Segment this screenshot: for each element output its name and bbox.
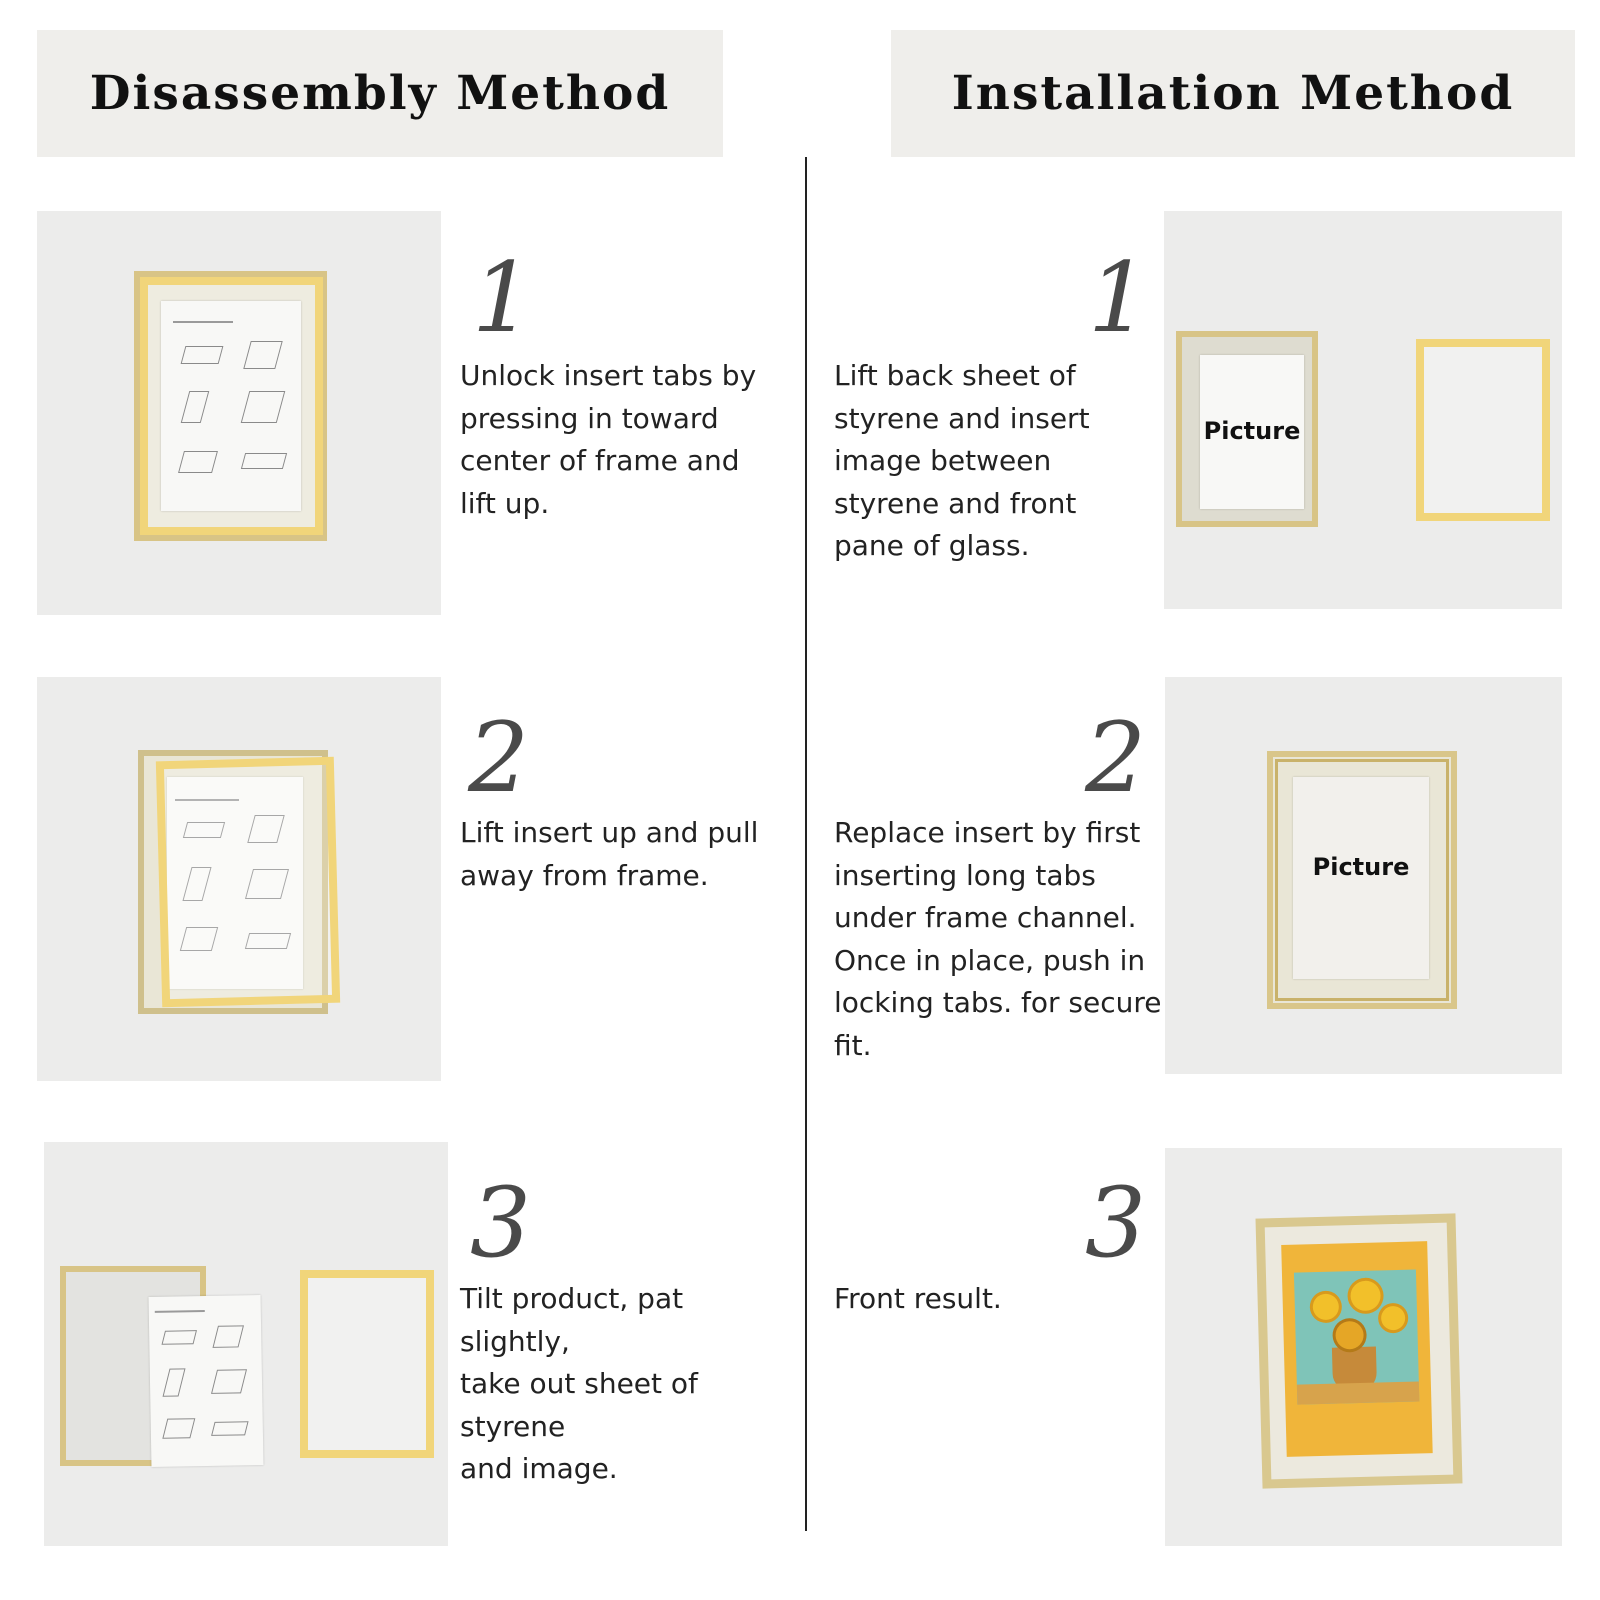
disassembly-step-2-number: 2 [468, 702, 530, 814]
installation-step-1-number: 1 [1088, 242, 1150, 354]
center-divider [805, 157, 807, 1531]
picture-label: Picture [1312, 853, 1410, 881]
disassembly-step-3-number: 3 [470, 1167, 532, 1279]
disassembly-step-3-text: Tilt product, pat slightly, take out sheet of styrene and image. [460, 1282, 698, 1485]
installation-step-1-photo [1164, 211, 1562, 609]
picture-label: Picture [1203, 417, 1301, 445]
installation-step-3-text: Front result. [834, 1282, 1002, 1315]
framed-poster [1256, 1213, 1463, 1488]
installation-step-2-text: Replace insert by first inserting long tabs under frame channel. Once in place, push in locking tabs. for secure fit. [834, 816, 1162, 1062]
instruction-sheet [149, 1295, 264, 1467]
yellow-insert [1416, 339, 1550, 521]
installation-header [891, 30, 1575, 157]
disassembly-step-2-text: Lift insert up and pull away from frame. [460, 816, 759, 892]
disassembly-step-2-photo [37, 677, 441, 1081]
installation-step-1-text: Lift back sheet of styrene and insert image between styrene and front pane of glass. [834, 359, 1090, 562]
yellow-insert [156, 757, 340, 1008]
disassembly-step-1-number: 1 [472, 242, 534, 354]
disassembly-title: Disassembly Method [89, 66, 671, 121]
disassembly-header [37, 30, 723, 157]
installation-step-3-number: 3 [1085, 1167, 1147, 1279]
yellow-insert [300, 1270, 434, 1458]
poster [1281, 1241, 1432, 1457]
installation-step-3-photo [1165, 1148, 1562, 1546]
disassembly-step-3-photo [44, 1142, 448, 1546]
installation-title: Installation Method [951, 66, 1515, 121]
installation-step-2-photo [1165, 677, 1562, 1074]
sunflower-painting [1294, 1269, 1419, 1404]
picture-sheet [1200, 355, 1304, 509]
disassembly-step-1-photo [37, 211, 441, 615]
picture-sheet [1293, 777, 1429, 979]
installation-step-2-number: 2 [1085, 702, 1147, 814]
instruction-sheet [161, 301, 301, 511]
disassembly-step-1-text: Unlock insert tabs by pressing in toward center of frame and lift up. [460, 359, 757, 520]
